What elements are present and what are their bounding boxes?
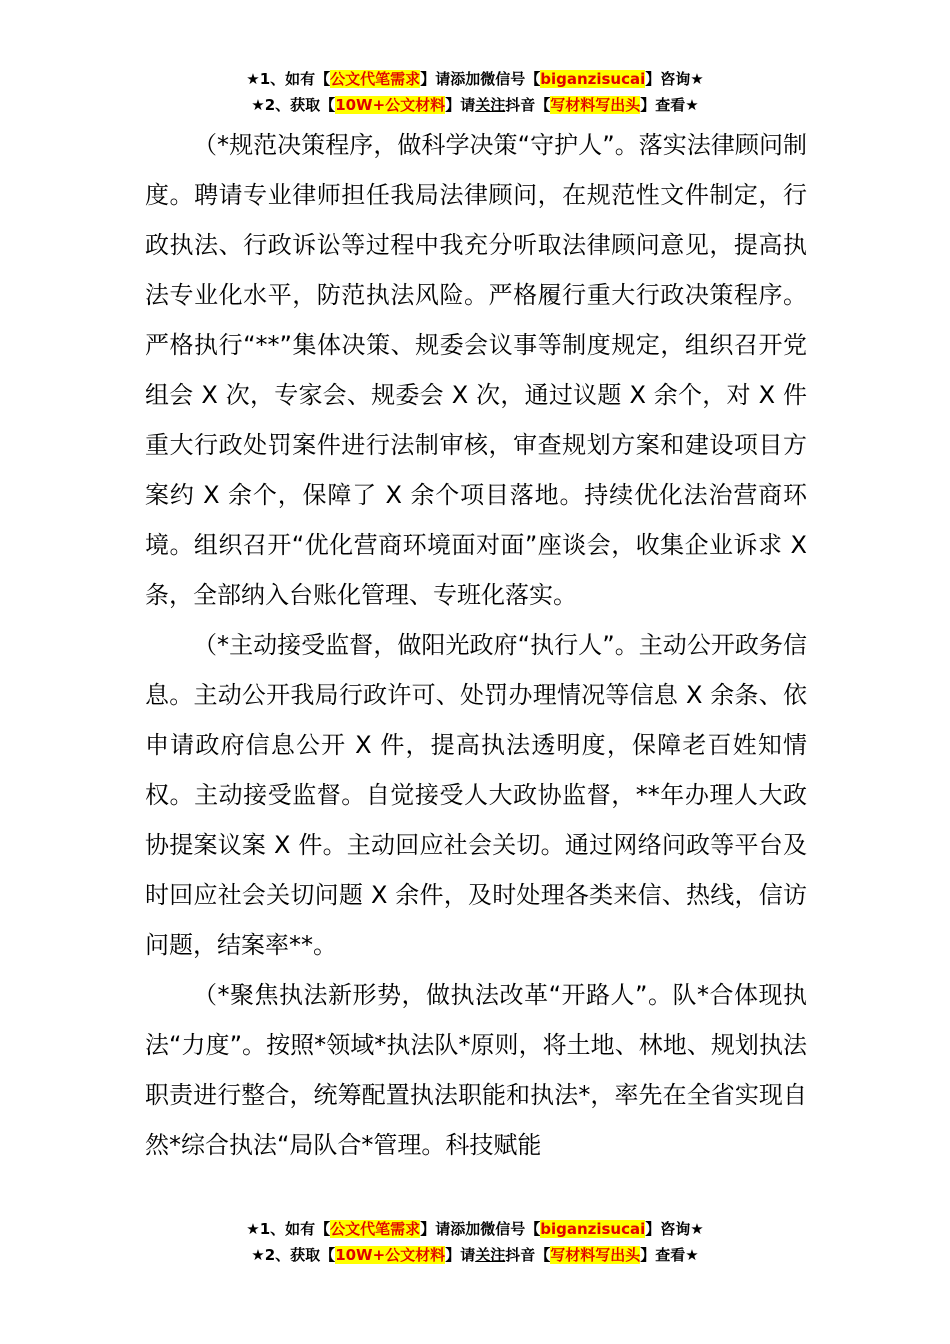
footer-banner (0, 1216, 950, 1268)
highlight-service: 公文代笔需求 (330, 1220, 421, 1238)
underlined-follow: 关注 (475, 96, 506, 114)
banner-line-1: ★1、如有【公文代笔需求】请添加微信号【biganzisucai】咨询★ (246, 1220, 704, 1238)
paragraph-2: （*主动接受监督，做阳光政府“执行人”。主动公开政务信息。主动公开我局行政许可、处罚办理情况等信息 X 余条、依申请政府信息公开 X 件，提高执法透明度，保障老百姓知情权。主动接受监督。自觉接受人大政协监督，**年办理人大政协提案议案 X 件。主动回应社会关切。通过网络问政等平台及时回应社会关切问题 X 余件，及时处理各类来信、热线，信访问题，结案率**。 (145, 631, 807, 959)
highlight-wechat-id: biganzisucai (540, 70, 646, 88)
highlight-service: 公文代笔需求 (330, 70, 421, 88)
highlight-account: 写材料写出头 (550, 1246, 641, 1264)
banner-line-2: ★2、获取【10W+公文材料】请关注抖音【写材料写出头】查看★ (251, 1246, 699, 1264)
paragraph-1: （*规范决策程序，做科学决策“守护人”。落实法律顾问制度。聘请专业律师担任我局法律顾问，在规范性文件制定，行政执法、行政诉讼等过程中我充分听取法律顾问意见，提高执法专业化水平，防范执法风险。严格履行重大行政决策程序。严格执行“**”集体决策、规委会议事等制度规定，组织召开党组会 X 次，专家会、规委会 X 次，通过议题 X 余个，对 X 件重大行政处罚案件进行法制审核，审查规划方案和建设项目方案约 X 余个，保障了 X 余个项目落地。持续优化法治营商环境。组织召开“优化营商环境面对面”座谈会，收集企业诉求 X 条，全部纳入台账化管理、专班化落实。 (145, 131, 807, 609)
header-banner (0, 66, 950, 118)
highlight-materials: 10W+公文材料 (335, 1246, 446, 1264)
banner-line-2: ★2、获取【10W+公文材料】请关注抖音【写材料写出头】查看★ (251, 96, 699, 114)
paragraph-3: （*聚焦执法新形势，做执法改革“开路人”。队*合体现执法“力度”。按照*领域*执法队*原则，将土地、林地、规划执法职责进行整合，统筹配置执法职能和执法*，率先在全省实现自然*综合执法“局队合*管理。科技赋能 (145, 981, 807, 1159)
highlight-wechat-id: biganzisucai (540, 1220, 646, 1238)
highlight-account: 写材料写出头 (550, 96, 641, 114)
underlined-follow: 关注 (475, 1246, 506, 1264)
highlight-materials: 10W+公文材料 (335, 96, 446, 114)
banner-line-1: ★1、如有【公文代笔需求】请添加微信号【biganzisucai】咨询★ (246, 70, 704, 88)
document-body (145, 120, 807, 1170)
